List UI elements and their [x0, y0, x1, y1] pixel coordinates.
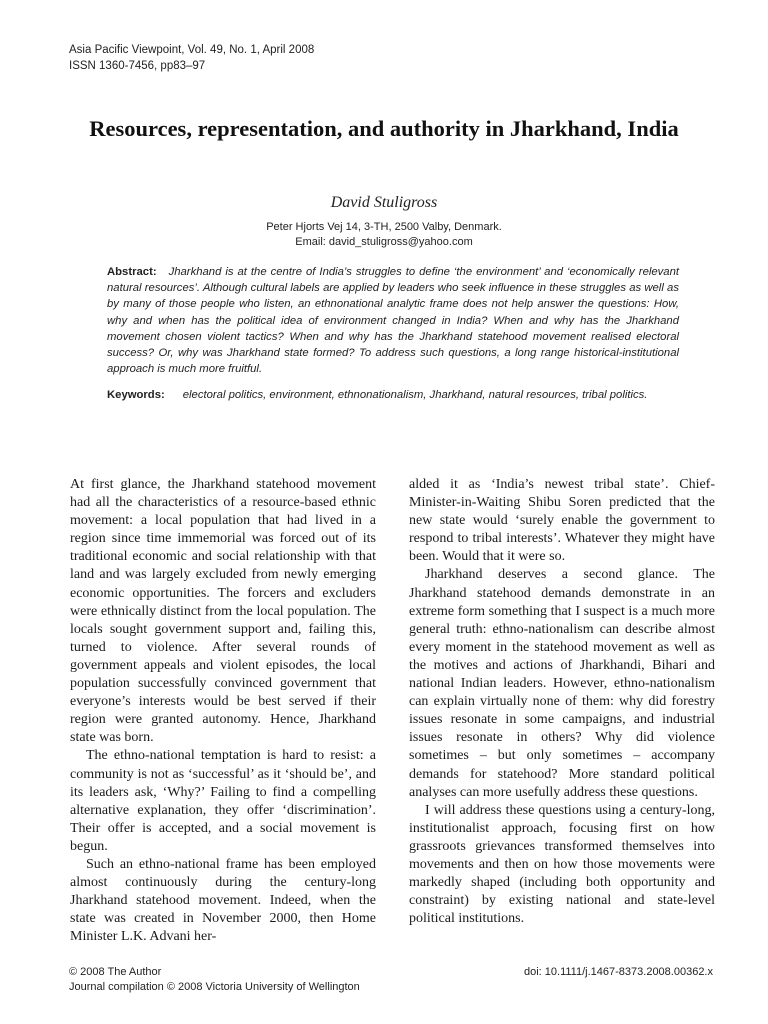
body-paragraph: Such an ethno-national frame has been employed almost continuously during the century-long Jharkhand statehood movement. Indeed, when the state was created in November 2000, then Home Minister L.K. Advani her-: [70, 856, 376, 945]
abstract-label: Abstract:: [107, 266, 157, 278]
article-title: Resources, representation, and authority in Jharkhand, India: [89, 116, 679, 141]
body-paragraph: alded it as ‘India’s newest tribal state’. Chief-Minister-in-Waiting Shibu Soren predicted that the new state would ‘surely enable the government to respond to tribal interests’. Whatever they might have been. Would that it were so.: [409, 477, 715, 565]
footer-doi[interactable]: doi: 10.1111/j.1467-8373.2008.00362.x: [524, 966, 713, 978]
journal-compilation-line: Journal compilation © 2008 Victoria University of Wellington: [69, 980, 360, 993]
keywords-label: Keywords:: [107, 389, 165, 401]
footer-copyright: [69, 965, 360, 994]
issn-pages: ISSN 1360-7456, pp83–97: [69, 60, 206, 72]
body-column-left: [70, 476, 376, 946]
body-paragraph: Jharkhand deserves a second glance. The Jharkhand statehood demands demonstrate in an extreme form something that I suspect is a much more general truth: ethno-nationalism can describe almost every moment in the statehood movement as well as the motives and actions of Jharkhandi, Bihari and national Indian leaders. However, ethno-nationalism can explain virtually none of them: why did forestry issues resonate in some campaigns, and industrial issues resonate in others? Why did violence sometimes – but only sometimes – accompany demands for statehood? More standard political analyses can more usefully address these questions.: [409, 567, 715, 800]
author-address: Peter Hjorts Vej 14, 3-TH, 2500 Valby, Denmark.: [266, 221, 502, 233]
author-name: David Stuligross: [330, 194, 438, 211]
body-column-right: [409, 476, 715, 928]
author-email[interactable]: Email: david_stuligross@yahoo.com: [295, 236, 473, 248]
abstract-text: Jharkhand is at the centre of India’s struggles to define ‘the environment’ and ‘economically relevant natural resources’. Although cultural labels are applied by leaders who seek influence in these struggles as well as by many of those people who listen, an ethnonational analytic frame does not help answer the questions: How, why and when has the political idea of environment changed in India? When and why has the Jharkhand movement chosen violent tactics? When and why has the Jharkhand statehood movement realised electoral success? Or, why was Jharkhand state formed? To address such questions, a long range historical-institutional approach is much more fruitful.: [107, 266, 679, 376]
keywords-block: [107, 387, 679, 404]
author-affiliation: [0, 220, 768, 250]
copyright-line: © 2008 The Author: [69, 966, 162, 978]
body-paragraph: At first glance, the Jharkhand statehood movement had all the characteristics of a resource-based ethnic movement: a local population that had lived in a region since time immemorial was forced out of its traditional economic and social relationship with that land and was largely excluded from newly emerging economic opportunities. The forcers and excluders were ethnically distinct from the local population. The locals sought government support and, failing this, turned to violence. After several rounds of government appeals and violent episodes, the local population successfully convinced government that everyone’s interests would be best served if their region were granted autonomy. Hence, Jharkhand state was born.: [70, 477, 376, 746]
journal-header: [69, 42, 314, 74]
body-paragraph: I will address these questions using a century-long, institutionalist approach, focusing first on how grassroots grievances transformed themselves into movements and then on how those movements were markedly shaped (including both opportunity and constraint) by existing national and state-level political institutions.: [409, 802, 715, 927]
body-paragraph: The ethno-national temptation is hard to resist: a community is not as ‘successful’ as it ‘should be’, and its leaders ask, ‘Why?’ Failing to find a compelling alternative explanation, they offer ‘discrimination’. Their offer is accepted, and a social movement is begun.: [70, 748, 376, 854]
abstract-block: [107, 264, 679, 377]
journal-citation: Asia Pacific Viewpoint, Vol. 49, No. 1, April 2008: [69, 44, 315, 56]
keywords-text: electoral politics, environment, ethnonationalism, Jharkhand, natural resources, tribal politics.: [182, 389, 648, 401]
